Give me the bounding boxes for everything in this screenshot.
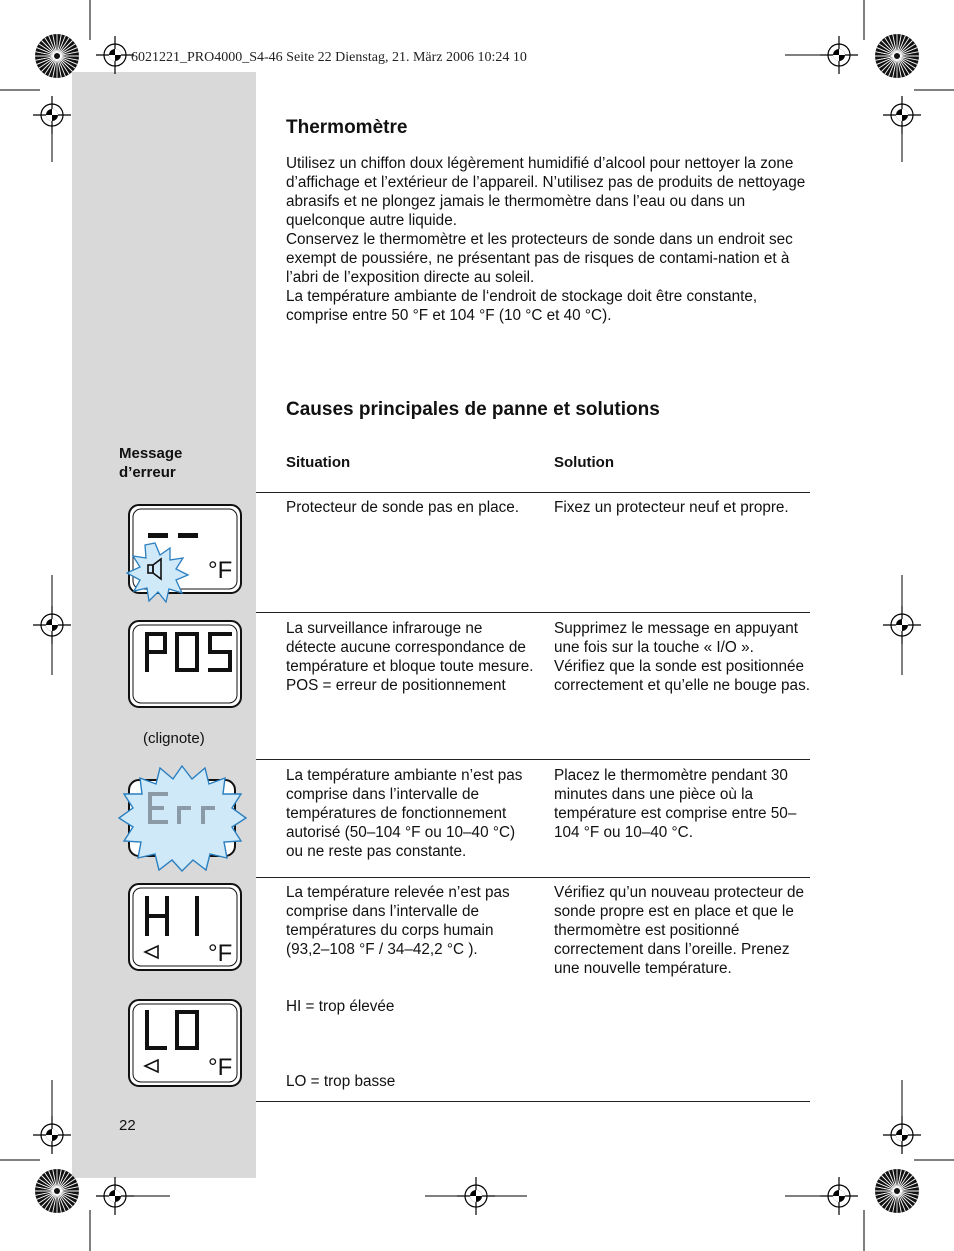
unit-label: °F xyxy=(208,557,233,584)
blink-note: (clignote) xyxy=(143,730,205,747)
table-rule xyxy=(256,877,810,878)
section-title-troubleshooting: Causes principales de panne et solutions xyxy=(286,399,660,420)
solution-row-4 xyxy=(554,883,812,978)
solution-text: Supprimez le message en appuyant une fois sur la touche « I/O ». xyxy=(554,620,799,656)
lcd-display-hi xyxy=(118,882,248,974)
solution-row-3 xyxy=(554,766,812,842)
table-rule xyxy=(256,759,810,760)
print-header: 6021221_PRO4000_S4-46 Seite 22 Dienstag, 21. März 2006 10:24 10 xyxy=(131,50,527,65)
table-rule xyxy=(256,612,810,613)
lcd-display-lo xyxy=(118,998,248,1090)
care-instructions xyxy=(286,154,808,325)
paragraph: Utilisez un chiffon doux légèrement humidifié d’alcool pour nettoyer la zone d’affichage et l’extérieur de l’appareil. N’utilisez pas de produits de nettoyage abrasifs et ne plongez jamais le thermomètre dans l’eau ou dans un quelconque autre liquide. xyxy=(286,155,806,229)
situation-row-1 xyxy=(286,498,536,517)
solution-text: Fixez un protecteur neuf et propre. xyxy=(554,499,789,516)
paragraph: La température ambiante de l‘endroit de stockage doit être constante, comprise entre 50 °F et 104 °F (10 °C et 40 °C). xyxy=(286,288,758,324)
situation-row-4 xyxy=(286,883,536,959)
solution-text: Vérifiez que la sonde est positionnée correctement et qu’elle ne bouge pas. xyxy=(554,658,810,694)
situation-row-2 xyxy=(286,619,536,695)
solution-row-1 xyxy=(554,498,812,517)
column-header-solution: Solution xyxy=(554,454,614,471)
situation-text: La température relevée n’est pas comprise dans l’intervalle de températures du corps humain (93,2–108 °F / 34–42,2 °C ). xyxy=(286,884,510,958)
table-rule xyxy=(256,492,810,493)
hi-label: HI = trop élevée xyxy=(286,998,395,1015)
column-header-message: Message d’erreur xyxy=(119,445,183,481)
solution-text: Placez le thermomètre pendant 30 minutes dans une pièce où la température est comprise entre 50–104 °F ou 10–40 °C. xyxy=(554,767,797,841)
lo-label: LO = trop basse xyxy=(286,1073,396,1090)
lcd-display-dashes xyxy=(118,503,248,603)
situation-text: Protecteur de sonde pas en place. xyxy=(286,499,520,516)
solution-row-2 xyxy=(554,619,812,695)
lcd-display-pos xyxy=(118,618,248,718)
situation-row-3 xyxy=(286,766,536,861)
unit-label: °F xyxy=(208,1054,233,1081)
page-number: 22 xyxy=(119,1117,136,1134)
section-title-thermometre: Thermomètre xyxy=(286,117,408,138)
paragraph: Conservez le thermomètre et les protecteurs de sonde dans un endroit sec exempt de poussiére, ne présentant pas de risques de contami-nation et à l’abri de l’exposition directe au soleil. xyxy=(286,231,793,286)
lcd-display-err xyxy=(115,764,250,872)
situation-text: La température ambiante n’est pas comprise dans l’intervalle de températures de fonctionnement autorisé (50–104 °F ou 10–40 °C) ou ne reste pas constante. xyxy=(286,767,523,860)
table-rule xyxy=(256,1101,810,1102)
unit-label: °F xyxy=(208,940,233,967)
column-header-situation: Situation xyxy=(286,454,351,471)
solution-text: Vérifiez qu’un nouveau protecteur de sonde propre est en place et que le thermomètre est positionné correctement dans l’oreille. Prenez une nouvelle température. xyxy=(554,884,805,977)
situation-text: La surveillance infrarouge ne détecte aucune correspondance de température et bloque toute mesure. xyxy=(286,620,534,675)
situation-text: POS = erreur de positionnement xyxy=(286,677,506,694)
